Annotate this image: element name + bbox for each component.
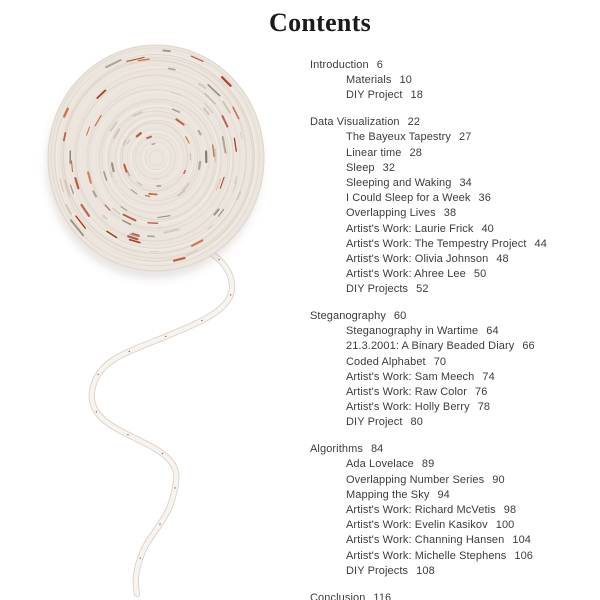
- entry-page-number: 116: [373, 591, 392, 600]
- entry-label: DIY Projects: [346, 283, 409, 296]
- toc-entry: [310, 252, 590, 267]
- entry-label: Ada Lovelace: [346, 458, 414, 471]
- toc-section-title: [310, 115, 590, 130]
- entry-page-number: 48: [496, 252, 509, 265]
- ribbon-tail: [92, 234, 232, 594]
- entry-label: Materials: [346, 74, 392, 87]
- toc-entry: [310, 533, 590, 548]
- entry-label: Algorithms: [310, 443, 363, 456]
- entry-label: Steganography: [310, 310, 386, 323]
- entry-page-number: 64: [486, 325, 499, 338]
- toc-entry: [310, 488, 590, 503]
- entry-label: 21.3.2001: A Binary Beaded Diary: [346, 340, 515, 353]
- toc-entry: [310, 370, 590, 385]
- entry-label: The Bayeux Tapestry: [346, 131, 452, 144]
- toc-entry: [310, 161, 590, 176]
- entry-label: DIY Projects: [346, 564, 409, 577]
- entry-label: Artist's Work: Evelin Kasikov: [346, 519, 488, 532]
- toc-entry: [310, 88, 590, 103]
- entry-page-number: 40: [481, 222, 494, 235]
- entry-label: Sleeping and Waking: [346, 176, 452, 189]
- entry-label: DIY Project: [346, 89, 403, 102]
- entry-page-number: 10: [399, 74, 412, 87]
- toc-entry: [310, 400, 590, 415]
- entry-label: Data Visualization: [310, 116, 400, 129]
- entry-page-number: 27: [459, 131, 472, 144]
- entry-page-number: 89: [421, 458, 435, 471]
- entry-page-number: 100: [495, 519, 515, 532]
- toc-entry: [310, 267, 590, 282]
- toc-entry: [310, 73, 590, 88]
- toc-entry: [310, 206, 590, 221]
- entry-label: Artist's Work: The Tempestry Project: [346, 237, 527, 250]
- entry-page-number: 76: [475, 386, 488, 399]
- toc-entry: [310, 324, 590, 339]
- toc-entry: [310, 415, 590, 430]
- toc-entry: [310, 237, 590, 252]
- entry-label: Artist's Work: Channing Hansen: [346, 534, 505, 547]
- toc-entry: [310, 339, 590, 354]
- toc-section-title: [310, 591, 590, 600]
- entry-page-number: 6: [376, 59, 383, 71]
- entry-page-number: 98: [503, 503, 517, 516]
- toc-section: [310, 58, 590, 104]
- toc-entry: [310, 503, 590, 518]
- entry-label: Artist's Work: Raw Color: [346, 386, 468, 399]
- entry-label: Conclusion: [310, 591, 366, 600]
- entry-label: Artist's Work: Holly Berry: [346, 401, 470, 414]
- entry-page-number: 52: [416, 283, 429, 296]
- entry-page-number: 108: [416, 564, 435, 577]
- entry-label: Artist's Work: Sam Meech: [346, 370, 475, 383]
- entry-label: Mapping the Sky: [346, 488, 430, 501]
- toc-section-title: [310, 309, 590, 324]
- entry-page-number: 90: [492, 473, 505, 486]
- entry-page-number: 74: [482, 370, 495, 383]
- entry-page-number: 36: [478, 192, 491, 205]
- entry-label: Coded Alphabet: [346, 355, 426, 368]
- entry-label: Artist's Work: Laurie Frick: [346, 222, 474, 235]
- entry-label: Artist's Work: Olivia Johnson: [346, 252, 489, 265]
- entry-label: Overlapping Lives: [346, 207, 436, 220]
- entry-page-number: 60: [393, 310, 407, 323]
- toc-entry: [310, 222, 590, 237]
- entry-page-number: 94: [437, 488, 450, 501]
- entry-label: Linear time: [346, 146, 402, 159]
- entry-page-number: 44: [534, 237, 547, 250]
- toc-entry: [310, 146, 590, 161]
- toc-entry: [310, 457, 590, 472]
- toc-entry: [310, 355, 590, 370]
- entry-page-number: 84: [370, 443, 384, 456]
- entry-page-number: 66: [522, 340, 535, 353]
- entry-label: I Could Sleep for a Week: [346, 192, 471, 205]
- toc-section-title: [310, 58, 590, 73]
- entry-label: Artist's Work: Ahree Lee: [346, 268, 466, 281]
- toc-section: [310, 309, 590, 431]
- toc-entry: [310, 549, 590, 564]
- toc-section-title: [310, 442, 590, 457]
- entry-page-number: 22: [407, 116, 421, 129]
- entry-page-number: 80: [410, 416, 423, 429]
- entry-page-number: 104: [512, 534, 532, 547]
- toc-entry: [310, 518, 590, 533]
- toc-entry: [310, 385, 590, 400]
- spool-coil: [46, 45, 264, 279]
- toc-entry: [310, 282, 590, 297]
- toc-section: [310, 442, 590, 579]
- entry-page-number: 50: [473, 268, 487, 281]
- toc-entry: [310, 130, 590, 145]
- toc: [310, 58, 590, 600]
- entry-label: Artist's Work: Michelle Stephens: [346, 549, 507, 562]
- entry-page-number: 70: [433, 355, 447, 368]
- entry-page-number: 106: [514, 549, 534, 562]
- entry-label: Artist's Work: Richard McVetis: [346, 503, 496, 516]
- entry-page-number: 38: [443, 207, 457, 220]
- entry-page-number: 18: [410, 89, 423, 102]
- toc-entry: [310, 191, 590, 206]
- entry-page-number: 32: [382, 161, 396, 174]
- entry-label: Overlapping Number Series: [346, 473, 485, 486]
- entry-label: Sleep: [346, 161, 375, 174]
- entry-page-number: 34: [459, 176, 472, 189]
- toc-section: [310, 591, 590, 600]
- entry-label: Steganography in Wartime: [346, 325, 479, 338]
- toc-entry: [310, 176, 590, 191]
- toc-section: [310, 115, 590, 297]
- entry-label: DIY Project: [346, 416, 403, 429]
- entry-page-number: 28: [409, 146, 422, 159]
- entry-page-number: 78: [477, 401, 491, 414]
- toc-entry: [310, 564, 590, 579]
- page-title: Contents: [269, 8, 372, 37]
- entry-label: Introduction: [310, 59, 369, 71]
- toc-entry: [310, 473, 590, 488]
